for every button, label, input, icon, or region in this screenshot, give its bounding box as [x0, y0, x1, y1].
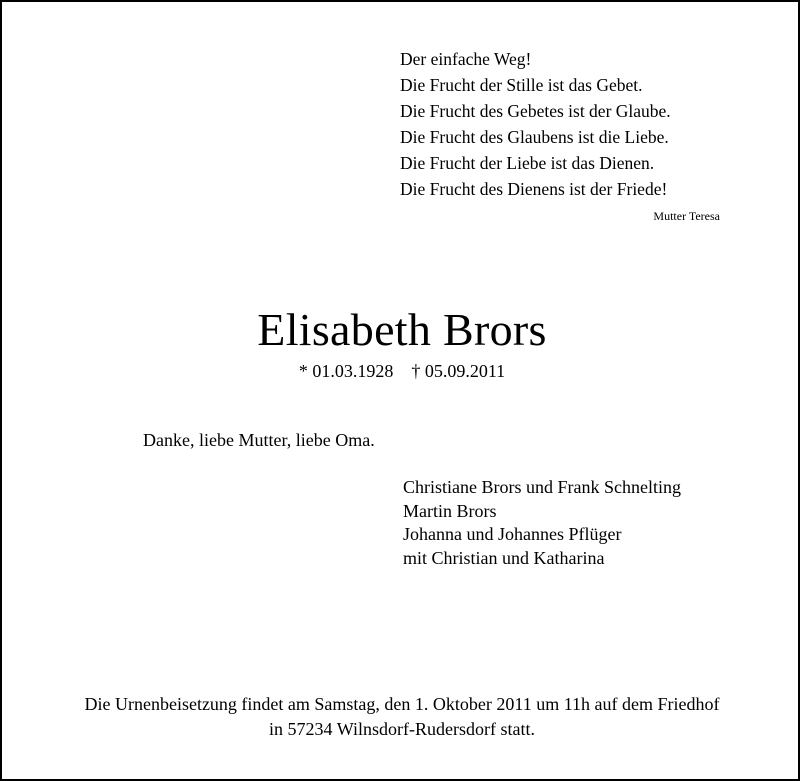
thanks-message: Danke, liebe Mutter, liebe Oma. [143, 430, 375, 450]
mourner: mit Christian und Katharina [403, 547, 605, 568]
poem-line: Die Frucht der Liebe ist das Dienen. [400, 153, 655, 173]
mourner: Johanna und Johannes Pflüger [403, 524, 622, 544]
mourner: Christiane Brors und Frank Schnelting [403, 477, 681, 497]
burial-notice [2, 692, 800, 742]
poem [400, 46, 671, 202]
mourners-list [403, 476, 681, 570]
mourner: Martin Brors [403, 500, 497, 521]
life-dates [2, 358, 800, 384]
burial-line: in 57234 Wilnsdorf-Rudersdorf statt. [269, 719, 535, 739]
poem-line: Die Frucht des Gebetes ist der Glaube. [400, 101, 671, 121]
poem-line: Der einfache Weg! [400, 49, 532, 69]
burial-line: Die Urnenbeisetzung findet am Samstag, den 1. Oktober 2011 um 11h auf dem Friedhof [84, 694, 720, 714]
poem-line: Die Frucht der Stille ist das Gebet. [400, 75, 643, 95]
poem-line: Die Frucht des Glaubens ist die Liebe. [400, 127, 669, 147]
birth-date: * 01.03.1928 [298, 361, 394, 381]
poem-line: Die Frucht des Dienens ist der Friede! [400, 179, 668, 199]
death-date: † 05.09.2011 [411, 361, 506, 381]
poem-author: Mutter Teresa [653, 209, 720, 223]
deceased-name: Elisabeth Brors [257, 304, 547, 355]
